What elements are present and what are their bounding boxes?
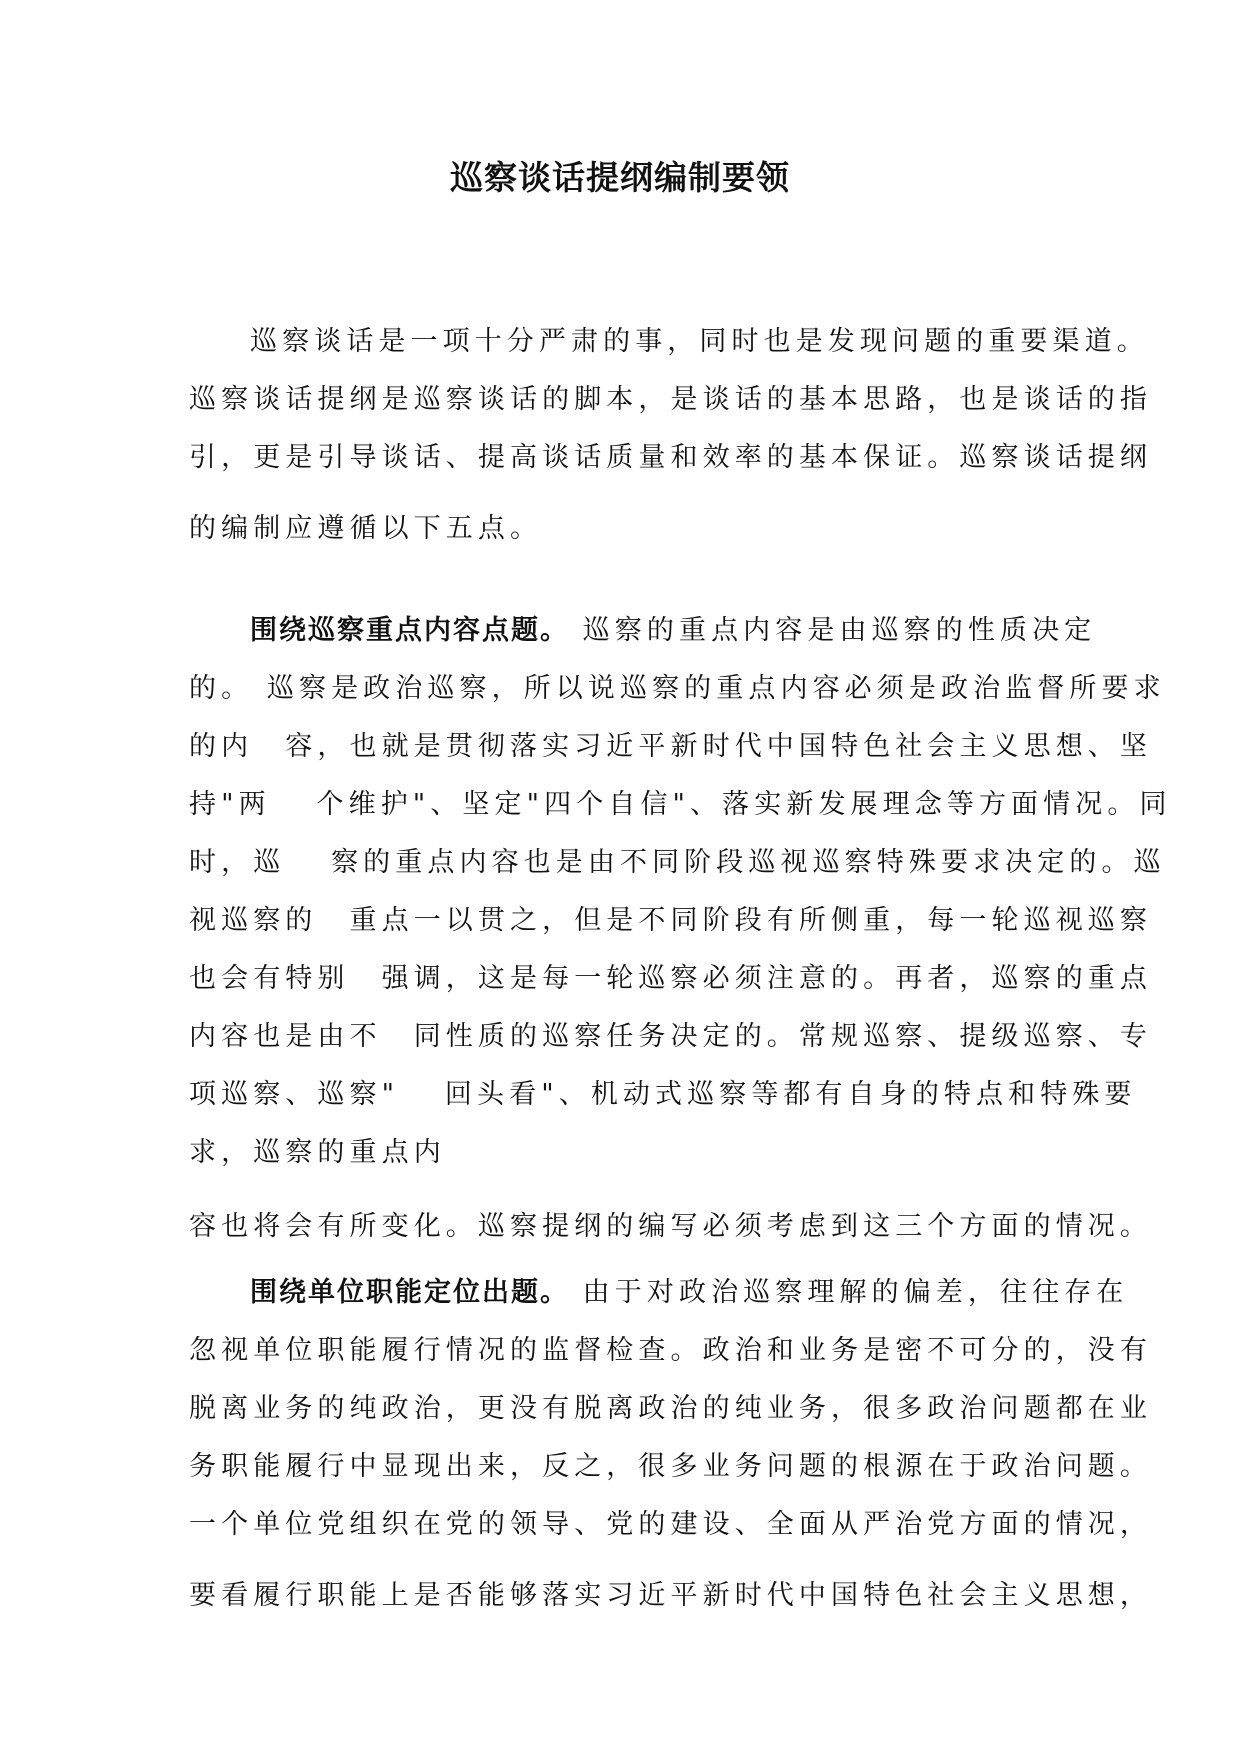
section-text: 由于对政治巡察理解的偏差，往往存在: [569, 1277, 1129, 1308]
paragraph-line: 脱离业务的纯政治，更没有脱离政治的纯业务，很多政治问题都在业: [189, 1393, 1152, 1424]
paragraph-line: 的编制应遵循以下五点。: [189, 513, 543, 544]
section-heading: 围绕单位职能定位出题。: [250, 1277, 569, 1308]
paragraph-line: 的内 容，也就是贯彻落实习近平新时代中国特色社会主义思想、坚: [189, 731, 1152, 762]
section-text: 巡察的重点内容是由巡察的性质决定: [569, 615, 1097, 646]
paragraph-line: 的。 巡察是政治巡察，所以说巡察的重点内容必须是政治监督所要求: [189, 673, 1166, 704]
section-first-line: [250, 611, 1096, 651]
paragraph-line: 务职能履行中显现出来，反之，很多业务问题的根源在于政治问题。: [189, 1451, 1152, 1482]
section-heading: 围绕巡察重点内容点题。: [250, 615, 569, 646]
paragraph-line: 巡察谈话是一项十分严肃的事，同时也是发现问题的重要渠道。: [250, 326, 1149, 357]
paragraph-line: 引，更是引导谈话、提高谈话质量和效率的基本保证。巡察谈话提纲: [189, 442, 1152, 473]
paragraph-line: 视巡察的 重点一以贯之，但是不同阶段有所侧重，每一轮巡视巡察: [189, 905, 1152, 936]
page-title: 巡察谈话提纲编制要领: [450, 158, 790, 197]
paragraph-line: 项巡察、巡察" 回头看"、机动式巡察等都有自身的特点和特殊要: [189, 1079, 1137, 1110]
paragraph-line: 也会有特别 强调，这是每一轮巡察必须注意的。再者，巡察的重点: [189, 963, 1152, 994]
paragraph-line: 一个单位党组织在党的领导、党的建设、全面从严治党方面的情况，: [189, 1509, 1152, 1540]
paragraph-line: 时，巡 察的重点内容也是由不同阶段巡视巡察特殊要求决定的。巡: [189, 847, 1166, 878]
paragraph-line: 巡察谈话提纲是巡察谈话的脚本，是谈话的基本思路，也是谈话的指: [189, 384, 1152, 415]
paragraph-line: 求，巡察的重点内: [189, 1137, 446, 1168]
paragraph-line: 内容也是由不 同性质的巡察任务决定的。常规巡察、提级巡察、专: [189, 1021, 1152, 1052]
paragraph-line: 持"两 个维护"、坚定"四个自信"、落实新发展理念等方面情况。同: [189, 789, 1172, 820]
paragraph-line: 容也将会有所变化。巡察提纲的编写必须考虑到这三个方面的情况。: [189, 1211, 1152, 1242]
section-first-line: [250, 1273, 1128, 1313]
paragraph-line: 忽视单位职能履行情况的监督检查。政治和业务是密不可分的，没有: [189, 1335, 1152, 1366]
paragraph-line: 要看履行职能上是否能够落实习近平新时代中国特色社会主义思想，: [189, 1580, 1152, 1611]
